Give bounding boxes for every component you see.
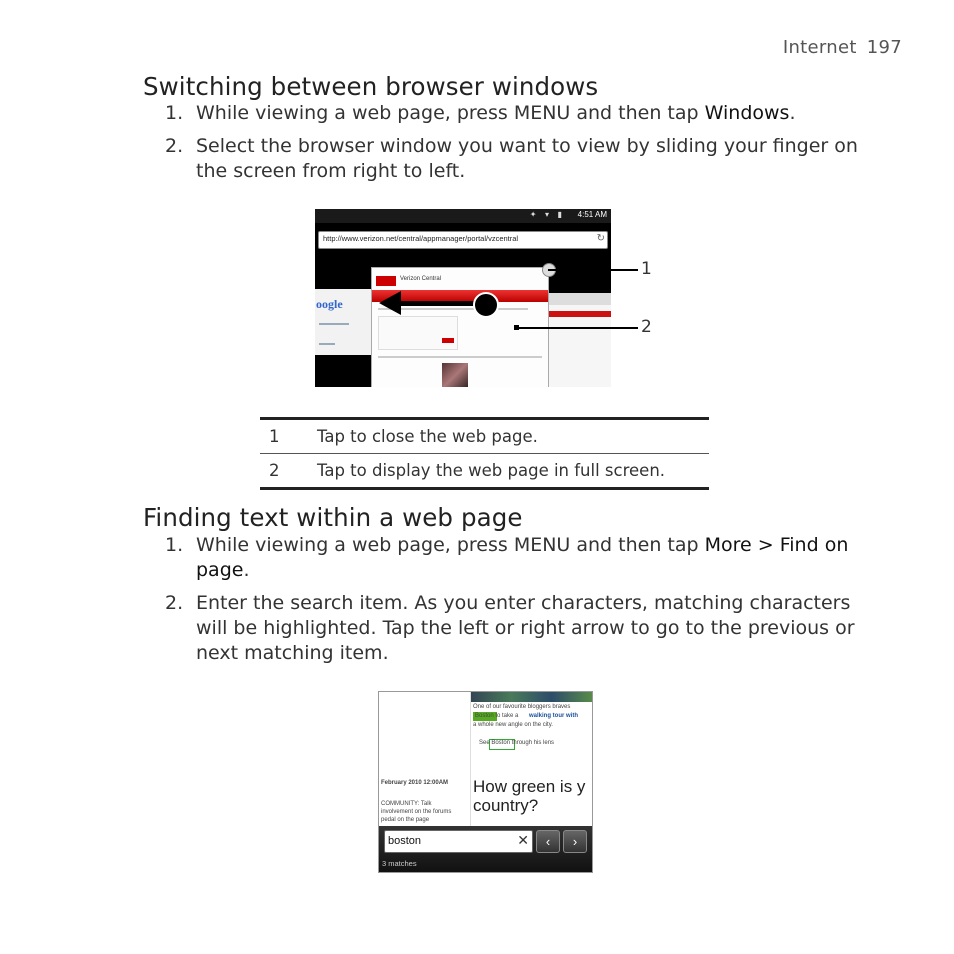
page-banner-image (471, 692, 592, 702)
step-text: Select the browser window you want to view by sliding your finger on the screen from right to left. (196, 135, 858, 182)
legend-text: Tap to close the web page. (317, 419, 709, 454)
find-input-value: boston (388, 835, 422, 847)
step-text: While viewing a web page, press MENU and then tap (196, 534, 705, 556)
step-item (165, 533, 885, 583)
callout-2: 2 (641, 317, 652, 337)
snippet-text: See Boston through his lens (479, 740, 555, 746)
login-box (378, 316, 458, 350)
text-line (319, 323, 349, 325)
column-divider (470, 692, 471, 832)
step-item (165, 591, 885, 666)
step-number: 2. (165, 592, 184, 614)
legend-text: Tap to display the web page in full screen. (317, 461, 666, 480)
section-title-switching: Switching between browser windows (143, 72, 599, 101)
window-thumbnail-right[interactable] (549, 293, 611, 387)
url-bar[interactable] (318, 231, 608, 249)
left-text: pedal on the page (381, 817, 430, 823)
next-match-button[interactable]: › (563, 830, 587, 853)
thumb-brand: Verizon Central (400, 276, 442, 282)
step-item (165, 134, 885, 184)
left-text: involvement on the forums (381, 809, 452, 815)
previous-match-button[interactable]: ‹ (536, 830, 560, 853)
left-text: COMMUNITY: Talk (381, 801, 432, 807)
find-input[interactable] (384, 830, 533, 853)
table-row (260, 454, 709, 489)
snippet-text: a whole new angle on the city. (473, 722, 553, 728)
callout-leader-1 (548, 269, 638, 271)
step-number: 1. (165, 534, 184, 556)
finger-touch-icon (473, 292, 499, 318)
thumb-header (549, 293, 611, 305)
headline-line: country? (473, 796, 539, 815)
step-text: While viewing a web page, press MENU and then tap (196, 102, 705, 124)
step-punct: . (243, 559, 250, 581)
thumb-red-band (549, 311, 611, 317)
table-row (260, 419, 709, 454)
ui-term: Windows (704, 102, 790, 124)
callout-1: 1 (641, 259, 652, 279)
snippet-text: One of our favourite bloggers braves (473, 704, 571, 710)
ui-term: More > Find on page (196, 534, 849, 581)
login-button (442, 338, 454, 343)
clear-icon[interactable]: ✕ (517, 832, 529, 848)
snippet-text: Boston to take a (475, 713, 519, 719)
callout-legend-table (260, 417, 709, 490)
header-section: Internet (782, 37, 857, 58)
find-on-page-screenshot (378, 691, 593, 873)
verizon-logo (376, 276, 396, 286)
section-title-finding: Finding text within a web page (143, 503, 523, 532)
text-line (319, 343, 335, 345)
find-bar (379, 826, 592, 872)
match-count: 3 matches (382, 859, 417, 868)
swipe-arrow-shaft (397, 301, 483, 306)
callout-leader-2 (516, 327, 638, 329)
status-icons: ✦ ▾ ▮ (529, 210, 565, 219)
step-item (165, 101, 885, 126)
status-bar (315, 209, 611, 223)
step-number: 2. (165, 135, 184, 157)
step-number: 1. (165, 102, 184, 124)
page-header (783, 37, 902, 58)
snippet-link[interactable]: walking tour with (529, 713, 578, 719)
window-thumbnail-left[interactable] (315, 289, 373, 355)
status-time: 4:51 AM (577, 210, 607, 219)
article-date: February 2010 12:00AM (381, 780, 449, 786)
google-logo: oogle (316, 297, 343, 311)
article-headline (473, 777, 585, 815)
arrow-left-icon (379, 291, 401, 315)
text-line (378, 356, 542, 358)
step-punct: . (789, 102, 796, 124)
legend-number: 1 (260, 419, 317, 454)
headline-line: How green is y (473, 777, 586, 796)
steps-switching (165, 101, 885, 184)
legend-number: 2 (269, 461, 280, 480)
steps-finding (165, 533, 885, 666)
thumb-photo (442, 363, 468, 387)
step-text: Enter the search item. As you enter characters, matching characters will be highlighted. Tap the left or right arrow to go to the previous or next matching item. (196, 592, 855, 664)
header-page-number: 197 (866, 37, 902, 58)
browser-windows-screenshot (315, 209, 611, 387)
url-text: http://www.verizon.net/central/appmanager/portal/vzcentral (323, 234, 519, 243)
refresh-icon[interactable]: ↻ (596, 233, 605, 244)
